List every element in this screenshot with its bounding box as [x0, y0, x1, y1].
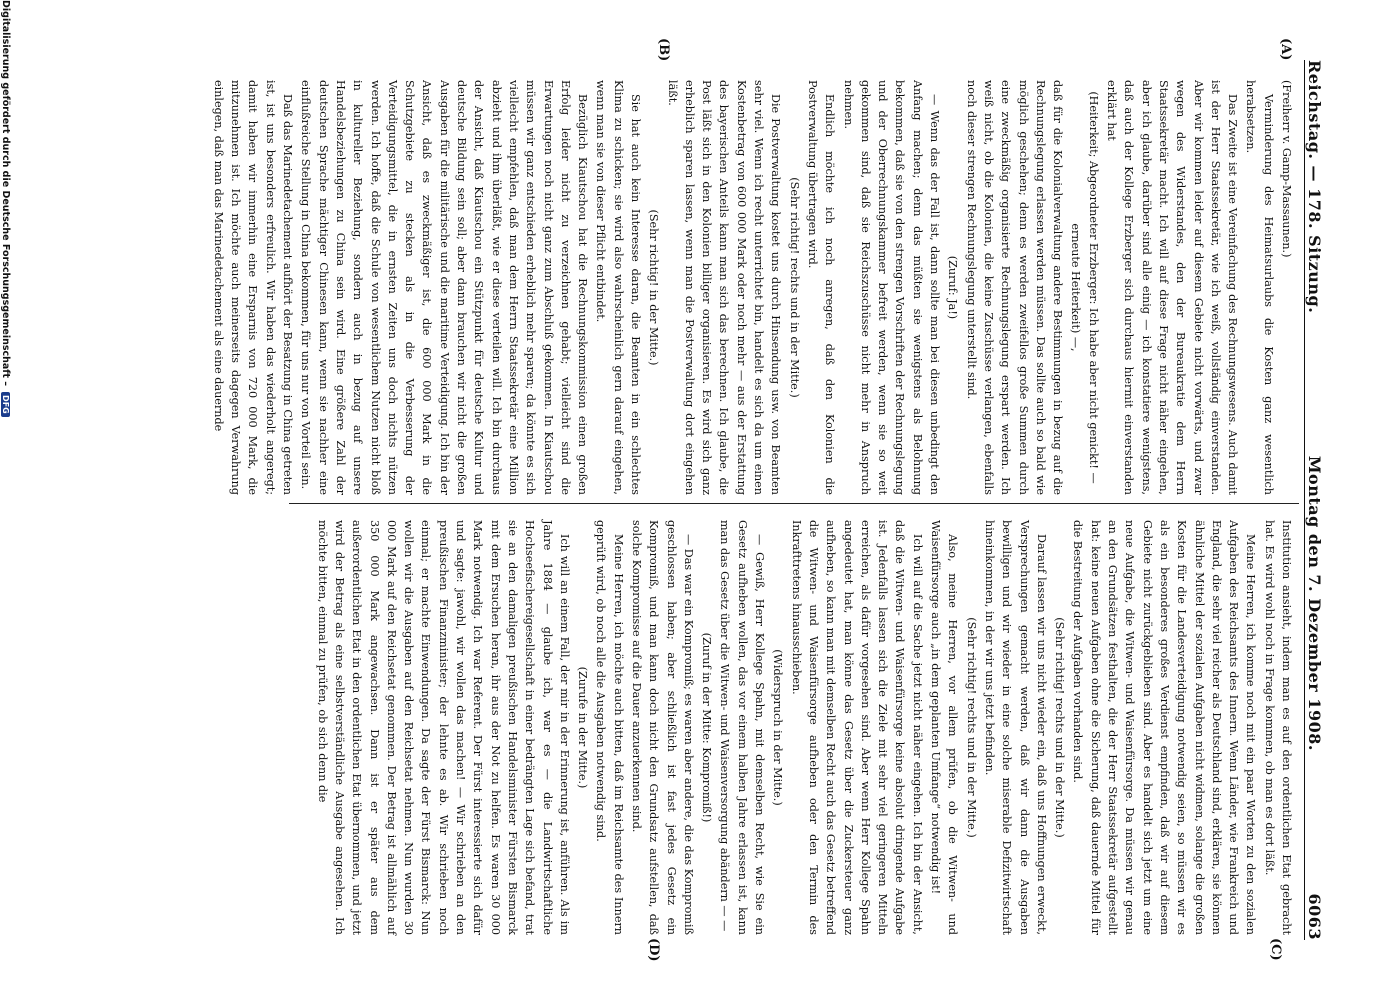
- paragraph: Meine Herren, ich komme noch mit ein paar Worten zu den sozialen Aufgaben des Reichsamts des Innern. Wenn Länder, wie Frankreich und England, die sehr viel reicher als Deutschland sind, erklären, sie können ähnliche Mittel der sozialen Aufgaben nicht widmen, solange die großen Kosten für die Landesverteidigung notwendig seien, so müssen wir es als ein besonderes großes Verdienst empfinden, daß wir auf diesem Gebiete nicht zurückgeblieben sind. Aber es handelt sich jetzt um eine neue Aufgabe, die Witwen- und Waisenfürsorge. Da müssen wir genau an den Grundsätzen festhalten, die der Herr Staatssekretär aufgestellt hat: keine neuen Aufgaben ohne die Sicherung, daß dauernde Mittel für die Bestreitung der Aufgaben vorhanden sind.: [1071, 520, 1258, 935]
- page-header: [1304, 60, 1333, 940]
- paragraph: Das Zweite ist eine Vereinfachung des Rechnungswesens. Auch damit ist der Herr Staatssekretär, wie ich weiß, vollständig einverstanden. Aber wir kommen leider auf diesem Gebiete nicht vorwärts, und zwar wegen des Widerstandes, den der Bureaukratie dem Herrn Staatssekretär macht. Ich will auf diese Frage nicht näher eingehen, aber ich glaube, darüber sind alle einig — ich konstatiere wenigstens, daß auch der Kollege Erzberger sich durchaus hiermit einverstanden erklärt hat: [1105, 80, 1240, 495]
- paragraph: Endlich möchte ich noch anregen, daß den Kolonien die Postverwaltung übertragen wird.: [805, 80, 837, 495]
- margin-marker-a: (A): [1278, 38, 1293, 61]
- paragraph: Ich will auf die Sache jetzt nicht näher eingehen. Ich bin der Ansicht, daß die Witwen- und Waisenfürsorge keine absolut dringende Aufgabe ist. Jedenfalls lassen sich die Ziele mit sehr viel geringeren Mitteln erreichen, als dafür vorgesehen sind. Aber wenn Herr Kollege Spahn angedeutet hat, man könne das Gesetz über die Zuckersteuer ganz aufheben, so kann man mit demselben Recht auch das Gesetz betreffend die Witwen- und Waisenfürsorge aufheben oder den Termin des Inkrafttretens hinausschieben.: [789, 520, 924, 935]
- interjection: (Zuruf: Ja!): [946, 255, 960, 320]
- interjection: (Sehr richtig! in der Mitte.): [647, 209, 661, 366]
- right-column: [295, 520, 1295, 935]
- paragraph: daß für die Kolonialverwaltung andere Bestimmungen in bezug auf die Rechnungslegung erlassen werden müssen. Das sollte auch so bald wie möglich geschehen; denn es werden zweifellos große Summen durch eine zweckmäßig organisierte Rechnungslegung erspart werden. Ich weiß nicht, ob die Kolonien, die keine Zuschüsse verlangen, ebenfalls noch dieser strengen Rechnungslegung unterstellt sind.: [964, 80, 1065, 495]
- margin-marker-d: (D): [646, 938, 661, 962]
- paragraph: — Wenn das der Fall ist, dann sollte man bei diesen unbedingt den Anfang machen; denn das müßten sie wenigstens als Belohnung bekommen, daß sie von den strengen Vorschriften der Rechnungslegung und der Oberrechnungskammer befreit werden, wenn sie so weit gekommen sind, daß sie Reichszuschüsse nicht mehr in Anspruch nehmen.: [841, 80, 942, 495]
- paragraph: Die Postverwaltung kostet uns durch Hinsendung usw. von Beamten sehr viel. Wenn ich recht unterrichtet bin, handelt es sich da um einen Kostenbetrag von 600 000 Mark oder noch mehr — aus der Erstattung des bayerischen Anteils kann man sich das berechnen. Ich glaube, die Post läßt sich in den Kolonien billiger organisieren. Es wird sich ganz erheblich sparen lassen, wenn man die Postverwaltung dort eingehen läßt.: [665, 80, 783, 495]
- column-divider: [289, 503, 1299, 504]
- margin-marker-b: (B): [656, 38, 671, 62]
- page-number: 6063: [1305, 893, 1324, 940]
- dfg-logo: DFG: [1, 392, 10, 417]
- left-column: [211, 80, 1295, 495]
- interjection: (Zurufe in der Mitte.): [576, 666, 590, 789]
- paragraph: Ich will an einem Fall, der mir in der Erinnerung ist, anführen. Als im Jahre 1884 — glaube ich, war es — die Landwirtschaftliche Hochseefischereigesellschaft in einer bedrängten Lage sich befand, trat sie an den damaligen preußischen Handelsminister Fürsten Bismarck mit dem Ersuchen heran, ihr aus der Not zu helfen. Es waren 30 000 Mark notwendig. Ich war Referent. Der Fürst interessierte sich dafür und sagte: jawohl, wir wollen das machen! — Wir schrieben an den preußischen Finanzminister; der lehnte es ab. Wir schrieben noch einmal; er machte Einwendungen. Da sagte der Fürst Bismarck: Nun wollen wir die Ausgaben auf den Reichsetat nehmen. Nun wurden 30 000 Mark auf den Reichsetat genommen. Der Betrag ist allmählich auf 350 000 Mark angewachsen. Dann ist er später aus dem außerordentlichen Etat in den ordentlichen Etat übernommen, und jetzt wird der Betrag als eine selbstverständliche Ausgabe angesehen. Ich möchte bitten, einmal zu prüfen, ob sich denn die: [315, 520, 571, 935]
- paragraph: — Gewiß, Herr Kollege Spahn, mit demselben Recht, wie Sie ein Gesetz aufheben wollen, das vor einem halben Jahre erlassen ist, kann man das Gesetz über die Witwen- und Waisenversorgung abändern — —: [718, 520, 767, 935]
- paragraph: Daß das Marinedetachement aufhört der Besatzung in China getreten ist, ist uns besonders erfreulich. Wir haben das wiederholt angeregt; damit haben wir immerhin eine Ersparnis von 720 000 Mark, die mitzunehmen ist. Ich möchte auch meinerseits dagegen Verwahrung einlegen, daß man das Marinedetachement als eine dauernde: [211, 80, 295, 495]
- paragraph: Meine Herren, ich möchte auch bitten, daß im Reichsamte des Innern geprüft wird, ob noch alle die Ausgaben notwendig sind.: [594, 520, 625, 935]
- interjection: (Heiterkeit; Abgeordneter Erzberger: Ich habe aber nicht genickt! — erneute Heiterkeit) —,: [1069, 91, 1100, 484]
- interjection: (Sehr richtig! rechts und in der Mitte.): [1053, 617, 1067, 838]
- paragraph: Verminderung des Heimatsurlaubs die Kosten ganz wesentlich herabsetzen.: [1244, 80, 1275, 495]
- paragraph: Institution ansieht, indem man es auf den ordentlichen Etat gebracht hat. Es wird wohl noch in Frage kommen, ob man es dort läßt.: [1262, 520, 1293, 935]
- interjection: (Sehr richtig! rechts und in der Mitte.): [787, 177, 801, 398]
- paragraph: — Das war ein Kompromiß; es waren aber andere, die das Kompromiß geschlossen haben; aber schließlich ist fast jedes Gesetz ein Kompromiß, und man kann doch nicht den Grundsatz aufstellen, daß solche Kompromisse auf die Dauer anzuerkennen sind.: [630, 520, 695, 935]
- digitization-footer: [0, 0, 11, 1000]
- paragraph: Sie hat auch kein Interesse daran, die Beamten in ein schlechtes Klima zu schicken; sie wird also wahrscheinlich gern darauf eingehen, wenn man sie von dieser Pflicht entbindet.: [594, 80, 643, 495]
- paragraph: Bezüglich Kiautschou hat die Rechnungskommission einen großen Erfolg leider nicht zu verzeichnen gehabt; vielleicht sind die Erwartungen noch nicht ganz zum Abschluß gekommen. In Kiautschou müssen wir ganz entschieden erheblich mehr sparen; da könnte es sich vielleicht empfehlen, daß man dem Herrn Staatssekretär eine Million abzieht und ihm überläßt, wie er diese verteilen will. Ich bin durchaus der Ansicht, daß Kiautschou ein Stützpunkt für deutsche Kultur und deutsche Bildung sein soll; aber dann brauchen wir nicht die großen Ausgaben für die militärische und die maritime Verteidigung. Ich bin der Ansicht, daß es zweckmäßiger ist, die 600 000 Mark in die Schutzgebiete zu stecken als in die Verbesserung der Verteidigungsmittel, die in ernsten Zeiten uns doch nichts nützen werden. Ich hoffe, daß die Schule von wesentlichem Nutzen nicht bloß in kultureller Beziehung, sondern auch in bezug auf unsere Handelsbeziehungen zu China sein wird. Eine größere Zahl der deutschen Sprache mächtiger Chinesen kann, wenn sie nachher eine einflußreiche Stellung in China bekommen, für uns nur von Vorteil sein.: [299, 80, 590, 495]
- margin-marker-c: (C): [1268, 938, 1283, 961]
- paragraph: Also, meine Herren, vor allem prüfen, ob die Witwen- und Waisenfürsorge auch „in dem geplanten Umfange“ notwendig ist!: [929, 520, 960, 935]
- interjection: (Widerspruch in der Mitte.): [771, 649, 785, 806]
- paragraph: (Freiherr v. Gamp-Massaunen.): [1280, 80, 1293, 258]
- interjection: (Zuruf in der Mitte: Kompromiß!): [700, 632, 714, 823]
- paragraph: Darauf lassen wir uns nicht wieder ein, daß uns Hoffnungen erweckt, Versprechungen gemacht werden, daß wir dann die Ausgaben bewilligen und wir wieder in eine solche miserable Defizitwirtschaft hineinkommen, in der wir uns jetzt befinden.: [982, 520, 1048, 935]
- footer-text: Digitalisierung gefördert durch die Deutsche Forschungsgemeinschaft –: [0, 0, 11, 387]
- header-left: Reichstag. — 178. Sitzung.: [1305, 60, 1324, 314]
- header-center: Montag den 7. Dezember 1908.: [1305, 455, 1324, 751]
- interjection: (Sehr richtig! rechts und in der Mitte.): [964, 617, 978, 838]
